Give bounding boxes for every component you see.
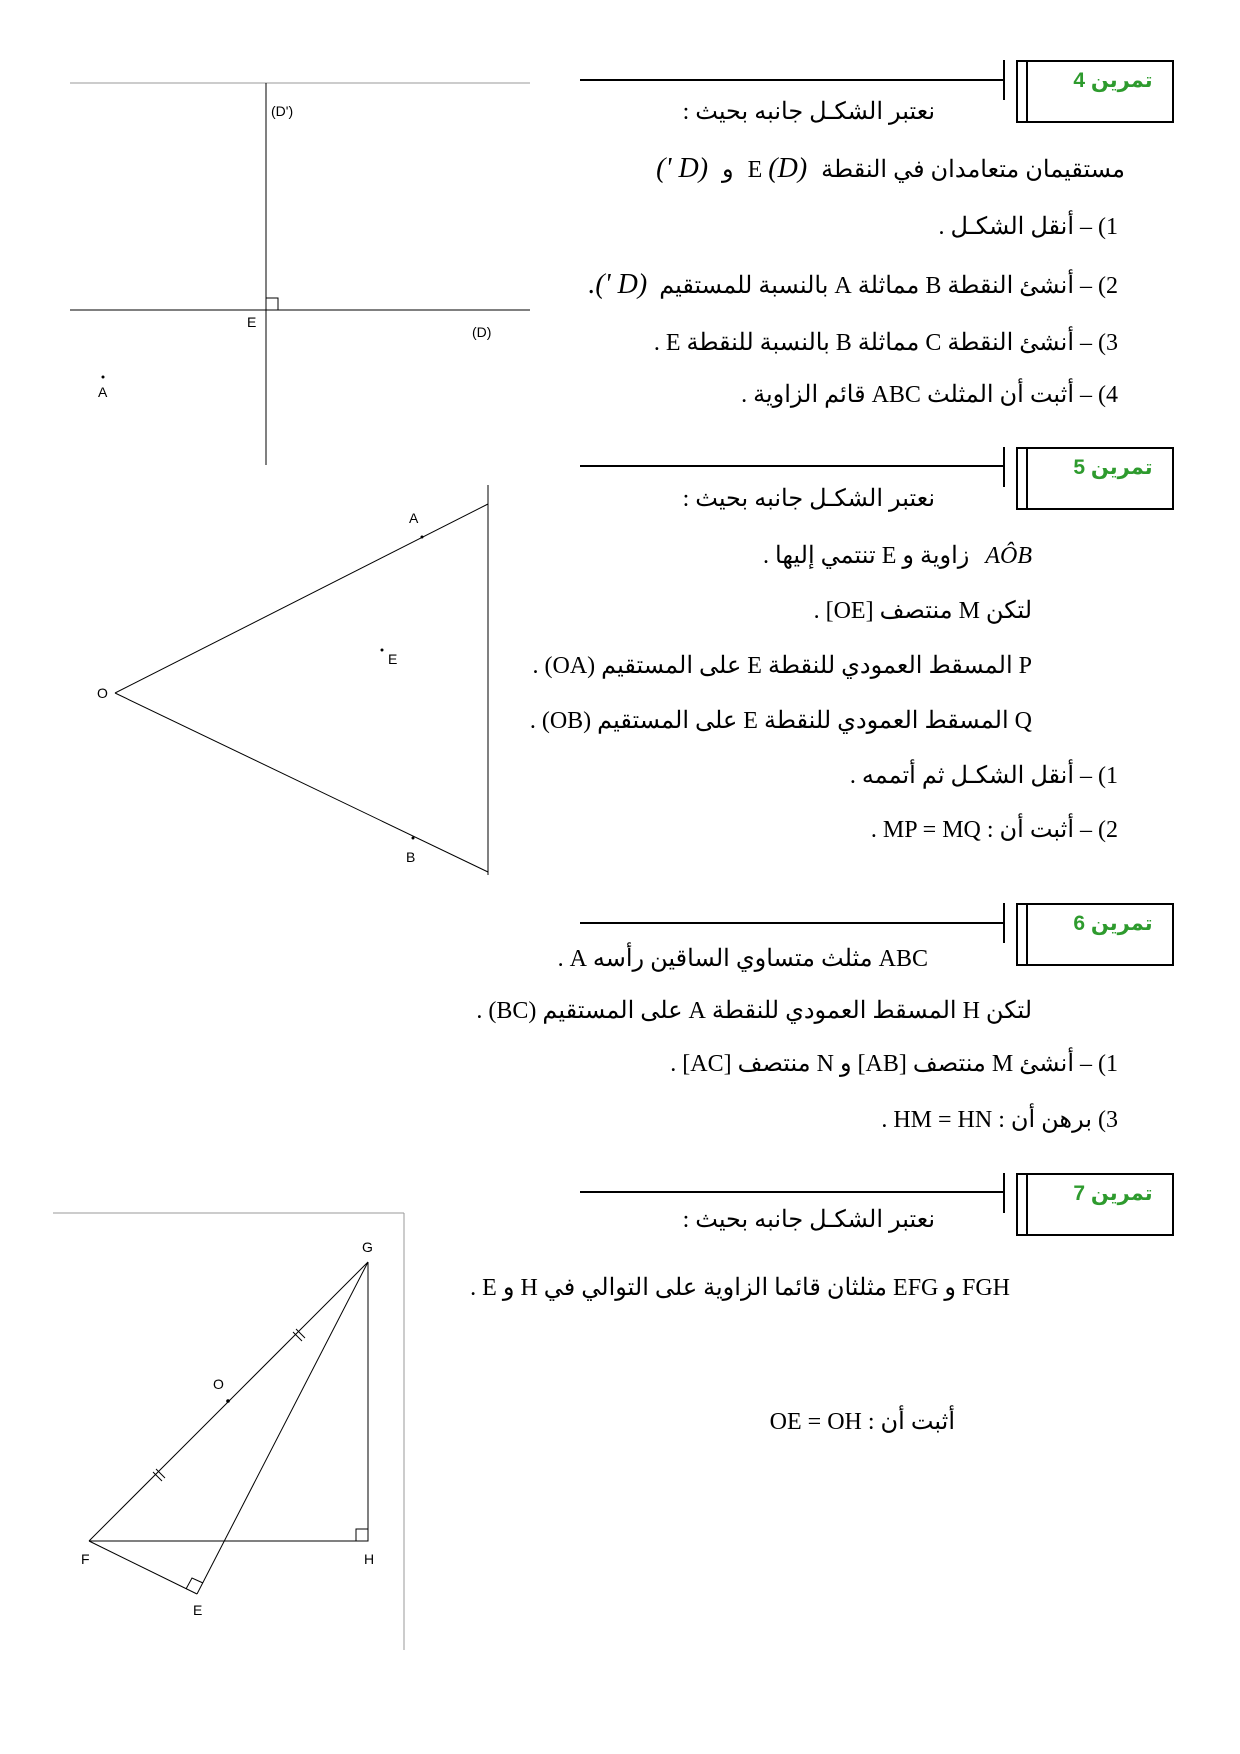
ex4-q2 bbox=[588, 268, 1118, 302]
ex5-line4: Q المسقط العمودي للنقطة E على المستقيم (OB) . bbox=[529, 708, 1032, 734]
ex5-fig-label-o: O bbox=[97, 685, 108, 701]
ex7-figure bbox=[50, 1210, 410, 1650]
ex7-title-rule bbox=[580, 1191, 1005, 1193]
ex4-q2-math: (D '). bbox=[588, 269, 648, 300]
ex5-fig-ray-oa bbox=[115, 504, 488, 693]
ex7-intro: نعتبر الشكـل جانبه بحيث : bbox=[682, 1207, 935, 1233]
ex5-line1-text: زاوية و E تنتمي إليها . bbox=[763, 543, 970, 569]
ex5-line3: P المسقط العمودي للنقطة E على المستقيم (OA) . bbox=[532, 653, 1032, 679]
ex4-q1: 1) – أنقل الشكـل . bbox=[938, 214, 1118, 240]
ex6-line1: ABC مثلث متساوي الساقين رأسه A . bbox=[557, 946, 928, 972]
ex7-fig-seg-fe bbox=[89, 1541, 197, 1594]
ex7-line1: FGH و EFG مثلثان قائما الزاوية على التوالي في H و E . bbox=[470, 1275, 1010, 1301]
ex4-q3: 3) – أنشئ النقطة C مماثلة B بالنسبة للنقطة E . bbox=[653, 330, 1118, 356]
ex7-fig-label-o: O bbox=[213, 1376, 224, 1392]
ex4-fig-label-dprime: (D') bbox=[271, 103, 294, 119]
ex7-fig-label-f: F bbox=[81, 1551, 90, 1567]
ex4-line1-and: و bbox=[722, 157, 734, 183]
ex5-figure bbox=[70, 480, 495, 875]
ex5-title-box bbox=[1016, 447, 1174, 510]
ex6-line2: لتكن H المسقط العمودي للنقطة A على المستقيم (BC) . bbox=[476, 998, 1032, 1024]
ex7-title-box bbox=[1016, 1173, 1174, 1236]
ex4-fig-label-a: A bbox=[98, 384, 108, 400]
ex5-intro: نعتبر الشكـل جانبه بحيث : bbox=[682, 486, 935, 512]
ex4-title-rule-end bbox=[1003, 60, 1005, 100]
ex7-fig-right-angle-h bbox=[356, 1529, 368, 1541]
ex4-title-rule bbox=[580, 79, 1005, 81]
ex7-fig-label-g: G bbox=[362, 1239, 373, 1255]
ex6-title-rule-end bbox=[1003, 903, 1005, 943]
ex5-line2: لتكن M منتصف [OE] . bbox=[813, 598, 1032, 624]
ex4-q2-text: 2) – أنشئ النقطة B مماثلة A بالنسبة للمستقيم bbox=[659, 273, 1118, 299]
ex6-q3: 3) برهن أن : HM = HN . bbox=[881, 1107, 1118, 1133]
ex7-title: تمرين 7 bbox=[1073, 1182, 1153, 1205]
ex5-fig-label-b: B bbox=[406, 849, 416, 865]
ex4-fig-point-a bbox=[102, 376, 105, 379]
ex4-fig-label-e: E bbox=[247, 314, 257, 330]
ex5-fig-point-b bbox=[412, 837, 415, 840]
ex4-intro: نعتبر الشكـل جانبه بحيث : bbox=[682, 99, 935, 125]
ex5-fig-point-a bbox=[421, 536, 424, 539]
ex4-line1-dprime: (D ') bbox=[656, 153, 709, 184]
ex5-fig-label-a: A bbox=[409, 510, 419, 526]
ex7-fig-seg-eg bbox=[197, 1262, 368, 1594]
ex7-fig-point-o bbox=[226, 1399, 230, 1403]
ex5-line1-math: AÔB bbox=[985, 543, 1032, 569]
ex5-line1 bbox=[763, 542, 1032, 571]
ex5-q1: 1) – أنقل الشكـل ثم أتممه . bbox=[849, 763, 1118, 789]
ex6-title-box bbox=[1016, 903, 1174, 966]
ex4-title-box bbox=[1016, 60, 1174, 123]
ex4-fig-label-d: (D) bbox=[472, 324, 492, 340]
ex4-figure bbox=[70, 80, 535, 465]
ex5-fig-ray-ob bbox=[115, 693, 488, 872]
ex5-title-rule bbox=[580, 465, 1005, 467]
ex4-fig-right-angle bbox=[266, 298, 278, 310]
ex5-fig-label-e: E bbox=[388, 651, 398, 667]
ex4-q4: 4) – أثبت أن المثلث ABC قائم الزاوية . bbox=[741, 382, 1118, 408]
ex7-title-rule-end bbox=[1003, 1173, 1005, 1213]
ex5-q2: 2) – أثبت أن : MP = MQ . bbox=[870, 817, 1118, 843]
ex4-line1-text: مستقيمان متعامدان في النقطة E bbox=[747, 157, 1125, 183]
ex7-fig-label-h: H bbox=[364, 1551, 375, 1567]
ex4-line1 bbox=[656, 152, 1125, 186]
ex4-line1-d: (D) bbox=[768, 153, 808, 184]
ex7-line2: أثبت أن : OE = OH bbox=[769, 1409, 955, 1435]
ex5-fig-point-e bbox=[381, 649, 384, 652]
ex4-title: تمرين 4 bbox=[1073, 69, 1153, 92]
ex5-title-rule-end bbox=[1003, 447, 1005, 487]
ex6-q1: 1) – أنشئ M منتصف [AB] و N منتصف [AC] . bbox=[670, 1051, 1118, 1077]
ex5-title: تمرين 5 bbox=[1073, 456, 1153, 479]
ex6-title-rule bbox=[580, 922, 1005, 924]
ex7-fig-label-e: E bbox=[193, 1602, 203, 1618]
ex6-title: تمرين 6 bbox=[1073, 912, 1153, 935]
